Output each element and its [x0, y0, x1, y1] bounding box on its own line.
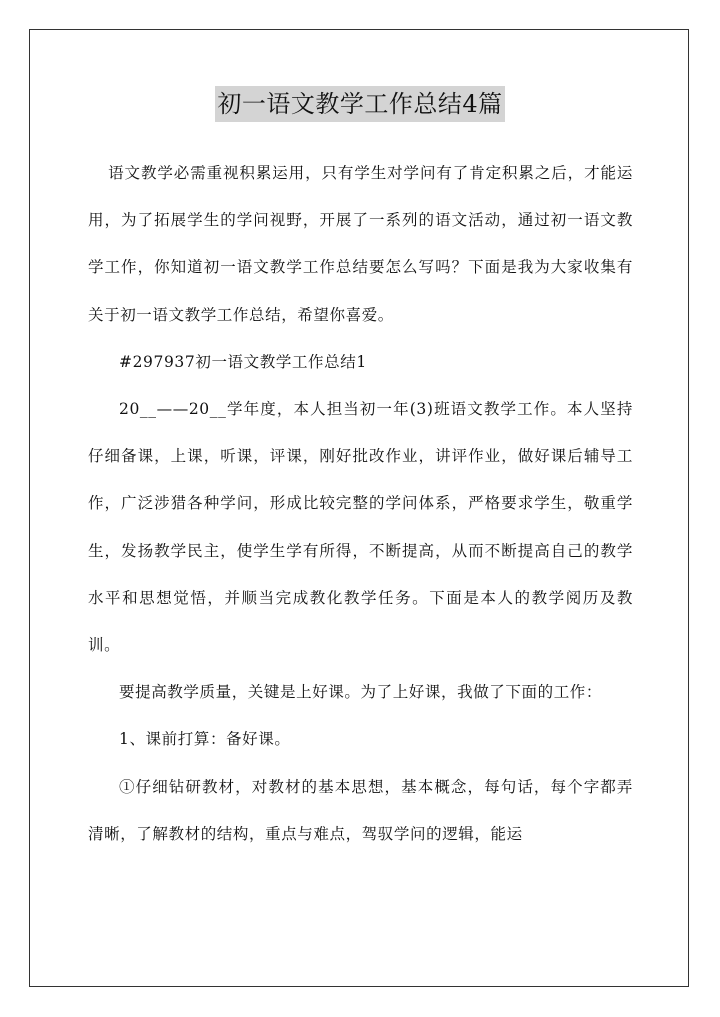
body-paragraph: 要提高教学质量，关键是上好课。为了上好课，我做了下面的工作：	[119, 683, 603, 702]
section-heading: #297937初一语文教学工作总结1	[119, 352, 367, 371]
document-title: 初一语文教学工作总结4篇	[215, 86, 504, 122]
body-paragraph: 20__——20__学年度，本人担当初一年(3)班语文教学工作。本人坚持仔细备课，上课，听课，评课，刚好批改作业，讲评作业，做好课后辅导工作，广泛涉猎各种学问，形成比较完整的学问体系，严格要求学生，敬重学生，发扬教学民主，使学生学有所得，不断提高，从而不断提高自己的教学水平和思想觉悟，并顺当完成教化教学任务。下面是本人的教学阅历及教训。	[88, 400, 633, 655]
document-body	[88, 150, 633, 858]
title-container	[0, 86, 720, 122]
list-item: 1、课前打算：备好课。	[119, 730, 291, 749]
intro-paragraph: 语文教学必需重视积累运用，只有学生对学问有了肯定积累之后，才能运用，为了拓展学生的学问视野，开展了一系列的语文活动，通过初一语文教学工作，你知道初一语文教学工作总结要怎么写吗？下面是我为大家收集有关于初一语文教学工作总结，希望你喜爱。	[88, 164, 633, 324]
list-item: ①仔细钻研教材，对教材的基本思想，基本概念，每句话，每个字都弄清晰，了解教材的结构，重点与难点，驾驭学问的逻辑，能运	[88, 777, 633, 843]
